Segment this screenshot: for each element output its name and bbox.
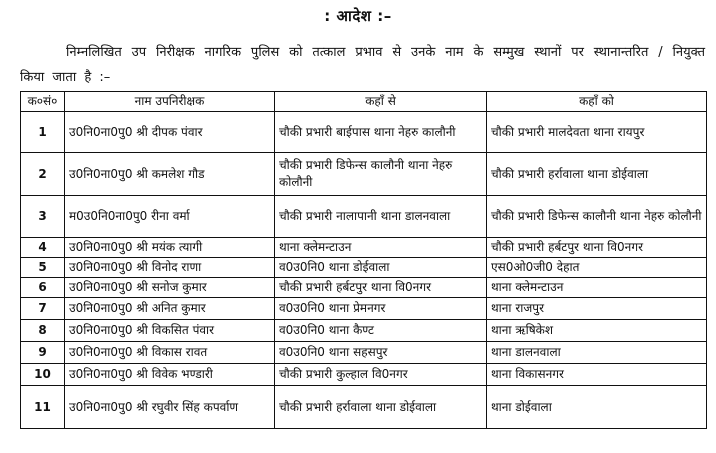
- row-to-posting: चौकी प्रभारी हर्रावाला थाना डोईवाला: [487, 153, 707, 196]
- row-serial-number: 1: [21, 112, 65, 153]
- row-serial-number: 10: [21, 364, 65, 386]
- row-serial-number: 8: [21, 320, 65, 342]
- header-from-posting: कहाँ से: [275, 92, 487, 112]
- row-from-posting: व0उ0नि0 थाना कैण्ट: [275, 320, 487, 342]
- row-officer-name: म0उ0नि0ना0पु0 रीना वर्मा: [65, 196, 275, 238]
- row-serial-number: 3: [21, 196, 65, 238]
- row-to-posting: चौकी प्रभारी मालदेवता थाना रायपुर: [487, 112, 707, 153]
- row-to-posting: थाना राजपुर: [487, 298, 707, 320]
- table-row: [21, 258, 707, 278]
- header-to-posting: कहाँ को: [487, 92, 707, 112]
- row-serial-number: 4: [21, 238, 65, 258]
- row-to-posting: थाना ऋषिकेश: [487, 320, 707, 342]
- row-officer-name: उ0नि0ना0पु0 श्री दीपक पंवार: [65, 112, 275, 153]
- row-officer-name: उ0नि0ना0पु0 श्री विकास रावत: [65, 342, 275, 364]
- row-to-posting: एस0ओ0जी0 देहात: [487, 258, 707, 278]
- row-serial-number: 9: [21, 342, 65, 364]
- table-row: [21, 386, 707, 429]
- row-from-posting: चौकी प्रभारी बाईपास थाना नेहरु कालौनी: [275, 112, 487, 153]
- row-officer-name: उ0नि0ना0पु0 श्री मयंक त्यागी: [65, 238, 275, 258]
- transfer-table: [20, 91, 707, 429]
- row-from-posting: व0उ0नि0 थाना सहसपुर: [275, 342, 487, 364]
- row-from-posting: थाना क्लेमन्टाउन: [275, 238, 487, 258]
- table-row: [21, 320, 707, 342]
- header-serial-number: क०सं०: [21, 92, 65, 112]
- table-row: [21, 238, 707, 258]
- row-from-posting: चौकी प्रभारी डिफेन्स कालौनी थाना नेहरु कोलौनी: [275, 153, 487, 196]
- row-to-posting: थाना डालनवाला: [487, 342, 707, 364]
- row-from-posting: व0उ0नि0 थाना प्रेमनगर: [275, 298, 487, 320]
- header-officer-name: नाम उपनिरीक्षक: [65, 92, 275, 112]
- row-serial-number: 7: [21, 298, 65, 320]
- row-to-posting: चौकी प्रभारी डिफेन्स कालौनी थाना नेहरु कोलौनी: [487, 196, 707, 238]
- table-row: [21, 342, 707, 364]
- row-to-posting: चौकी प्रभारी हर्बटपुर थाना वि0नगर: [487, 238, 707, 258]
- table-row: [21, 364, 707, 386]
- table-row: [21, 153, 707, 196]
- row-from-posting: चौकी प्रभारी कुल्हाल वि0नगर: [275, 364, 487, 386]
- row-from-posting: चौकी प्रभारी हर्रावाला थाना डोईवाला: [275, 386, 487, 429]
- row-to-posting: थाना विकासनगर: [487, 364, 707, 386]
- order-intro-paragraph: निम्नलिखित उप निरीक्षक नागरिक पुलिस को तत्काल प्रभाव से उनके नाम के सम्मुख स्थानों पर स्थानान्तरित / नियुक्त किया जाता है :–: [20, 45, 705, 85]
- row-from-posting: चौकी प्रभारी हर्बटपुर थाना वि0नगर: [275, 278, 487, 298]
- row-officer-name: उ0नि0ना0पु0 श्री कमलेश गौड: [65, 153, 275, 196]
- row-officer-name: उ0नि0ना0पु0 श्री सनोज कुमार: [65, 278, 275, 298]
- row-officer-name: उ0नि0ना0पु0 श्री अनित कुमार: [65, 298, 275, 320]
- row-serial-number: 5: [21, 258, 65, 278]
- row-officer-name: उ0नि0ना0पु0 श्री विवेक भण्डारी: [65, 364, 275, 386]
- row-serial-number: 11: [21, 386, 65, 429]
- row-from-posting: व0उ0नि0 थाना डोईवाला: [275, 258, 487, 278]
- table-row: [21, 278, 707, 298]
- order-heading: : आदेश :–: [324, 7, 392, 25]
- row-officer-name: उ0नि0ना0पु0 श्री विनोद राणा: [65, 258, 275, 278]
- table-row: [21, 196, 707, 238]
- table-row: [21, 298, 707, 320]
- row-serial-number: 2: [21, 153, 65, 196]
- table-header-row: [21, 92, 707, 112]
- row-from-posting: चौकी प्रभारी नालापानी थाना डालनवाला: [275, 196, 487, 238]
- table-row: [21, 112, 707, 153]
- row-officer-name: उ0नि0ना0पु0 श्री विकसित पंवार: [65, 320, 275, 342]
- row-officer-name: उ0नि0ना0पु0 श्री रघुवीर सिंह कपर्वाण: [65, 386, 275, 429]
- row-to-posting: थाना क्लेमन्टाउन: [487, 278, 707, 298]
- row-to-posting: थाना डोईवाला: [487, 386, 707, 429]
- row-serial-number: 6: [21, 278, 65, 298]
